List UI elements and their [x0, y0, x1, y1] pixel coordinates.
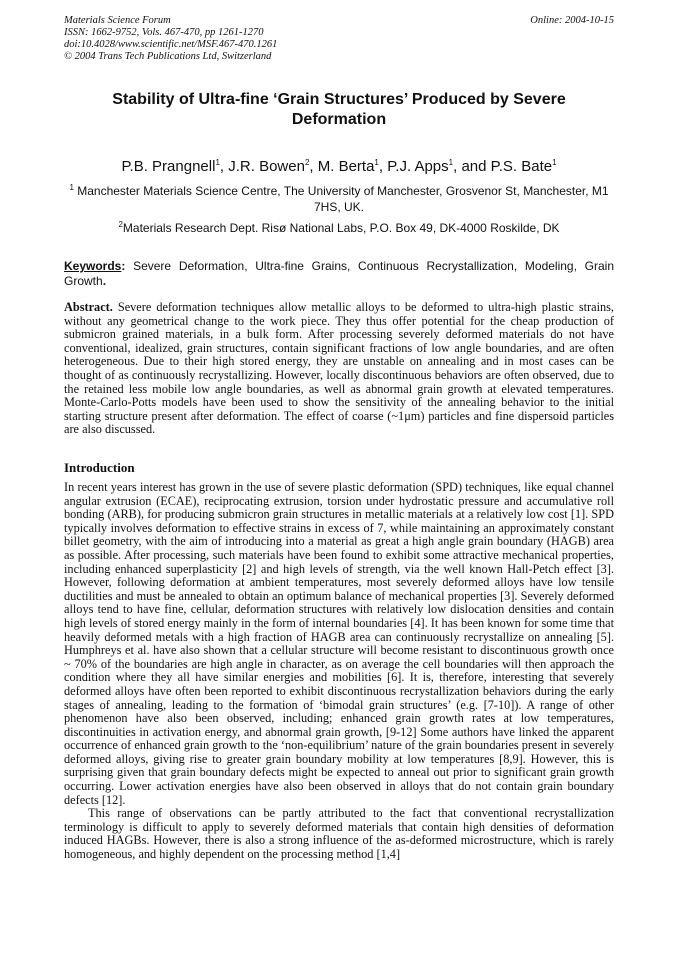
paper-title: Stability of Ultra-fine ‘Grain Structures’ Produced by Severe Deformation	[112, 91, 566, 128]
abstract-label: Abstract.	[64, 300, 113, 314]
section-heading: Introduction	[64, 460, 135, 475]
page-header	[64, 15, 614, 63]
affiliation-1: $^1$ Manchester Materials Science Centre, The University of Manchester, Grosvenor St, Manchester, M1 7HS, UK.	[69, 183, 609, 214]
author: P.B. Prangnell$^1$,	[121, 158, 229, 175]
paragraph: This range of observations can be partly attributed to the fact that conventional recrystallization terminology is difficult to apply to severely deformed materials that contain high densities of deformation induced HAGBs. However, there is also a strong influence of the as-deformed microstructure, which is rarely homogeneous, and highly dependent on the processing method [1,4]	[64, 806, 614, 862]
abstract	[64, 301, 614, 437]
author: P.J. Apps$^1$, and	[387, 158, 491, 175]
doi-line: doi:10.4028/www.scientific.net/MSF.467-470.1261	[64, 39, 278, 50]
author: M. Berta$^1$,	[317, 158, 388, 175]
abstract-text: Severe deformation techniques allow metallic alloys to be deformed to ultra-high plastic strains, without any geometrical change to the work piece. They thus offer potential for the cheap production of submicron grained materials, in a bulk form. After processing severely deformed materials do not have conventional, idealized, grain structures, contain significant fractions of low angle boundaries, and are often heterogeneous. Due to their high stored energy, they are unstable on annealing and in most cases can be thought of as continuously recrystallizing. However, locally discontinuous behaviors are often observed, due to the retained less mobile low angle boundaries, as well as abnormal grain growth at elevated temperatures. Monte-Carlo-Potts models have been used to show the sensitivity of the annealing behavior to the initial starting structure present after deformation. The effect of coarse (~1μm) particles and fine dispersoid particles are also discussed.	[64, 300, 614, 437]
author-list	[40, 158, 638, 176]
keywords-label: Keywords	[64, 259, 122, 273]
keywords: Keywords: Severe Deformation, Ultra-fine Grains, Continuous Recrystallization, Modeling, Grain Growth.	[64, 259, 614, 288]
paragraph: In recent years interest has grown in the use of severe plastic deformation (SPD) techniques, like equal channel angular extrusion (ECAE), reciprocating extrusion, torsion under hydrostatic pressure and accumulative roll bonding (ARB), for producing submicron grain structures in metallic materials at a relatively low cost [1]. SPD typically involves deformation to effective strains in excess of 7, while maintaining an approximately constant billet geometry, with the aim of introducing into a material as great a high angle grain boundary (HAGB) area as possible. After processing, such materials have been found to exhibit some attractive mechanical properties, including enhanced superplasticity [2] and high levels of strength, via the well known Hall-Petch effect [3]. However, following deformation at ambient temperatures, most severely deformed alloys have low tensile ductilities and must be annealed to obtain an optimum balance of mechanical properties [3]. Severely deformed alloys tend to have fine, cellular, deformation structures with relatively low dislocation densities and contain high levels of stored energy mainly in the form of internal boundaries [4]. It has been known for some time that heavily deformed metals with a high fraction of HAGB area can continuously recrystallize on annealing [5]. Humphreys et al. have also shown that a cellular structure will become resistant to discontinuous growth once ~ 70% of the boundaries are high angle in character, as on average the cell boundaries will then approach the condition where they all have similar energies and mobilities [6]. It is, therefore, interesting that severely deformed alloys have often been reported to exhibit discontinuous recrystallization behaviors during the early stages of annealing, leading to the formation of ‘bimodal grain structures’ (e.g. [7-10]). A range of other phenomenon have also been observed, including; enhanced grain growth rates at low temperatures, discontinuities in activation energy, and abnormal grain growth, [9-12] Some authors have linked the apparent occurrence of enhanced grain growth to the ‘non-equilibrium’ nature of the grain boundaries present in severely deformed alloys, giving rise to greater grain boundary mobility at low temperatures [8,9]. However, this is surprising given that grain boundary defects might be expected to anneal out prior to significant grain growth occurring. Lower activation energies have also been observed in alloys that do not contain grain boundary defects [12].	[64, 480, 614, 807]
keywords-text: Severe Deformation, Ultra-fine Grains, Continuous Recrystallization, Modeling, Grain Growth	[64, 259, 614, 288]
author: P.S. Bate$^1$	[490, 158, 557, 175]
copyright-line: © 2004 Trans Tech Publications Ltd, Switzerland	[64, 51, 272, 62]
issn-line: ISSN: 1662-9752, Vols. 467-470, pp 1261-1270	[64, 27, 264, 38]
affiliation-2: $^2$Materials Research Dept. Risø National Labs, P.O. Box 49, DK-4000 Roskilde, DK	[118, 220, 560, 235]
journal-name: Materials Science Forum	[64, 15, 171, 26]
body-text	[64, 481, 614, 862]
online-date: Online: 2004-10-15	[530, 15, 614, 26]
author: J.R. Bowen$^2$,	[228, 158, 318, 175]
